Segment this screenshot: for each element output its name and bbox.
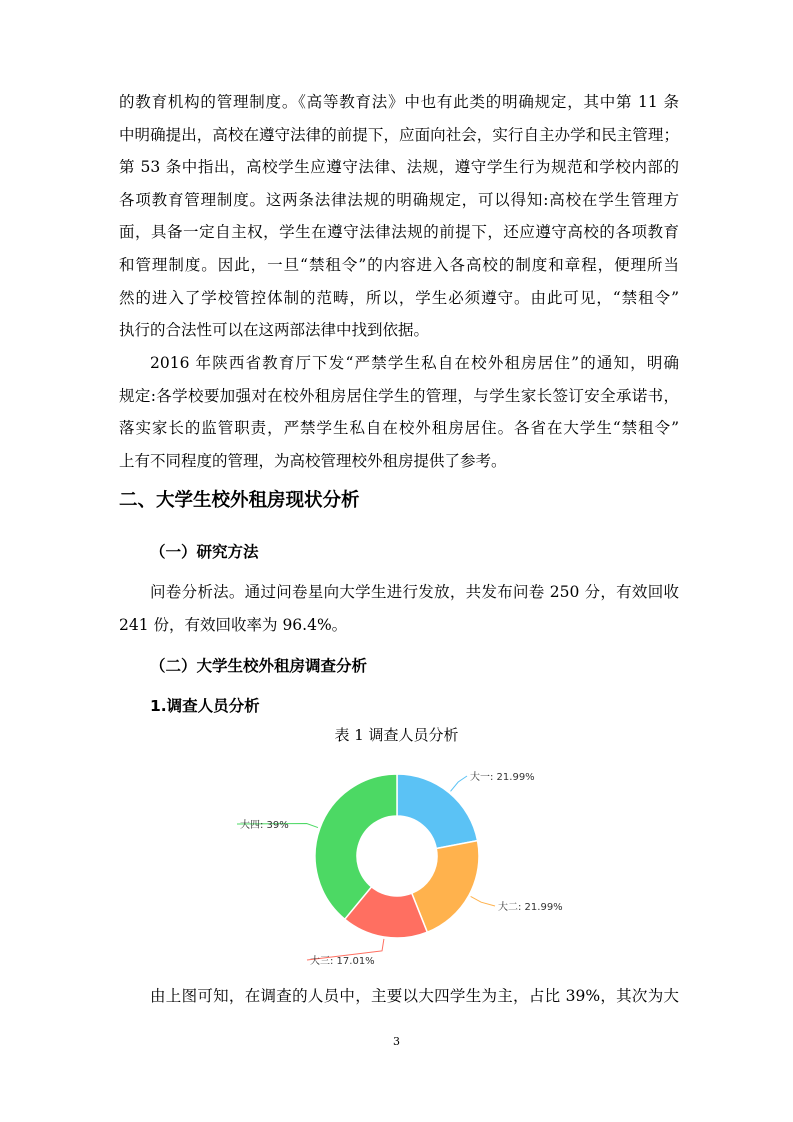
page-number: 3 xyxy=(393,1035,400,1048)
text-line: 和管理制度。因此，一旦“禁租令”的内容进入各高校的制度和章程，便理所当 xyxy=(119,255,679,274)
leader-line-2 xyxy=(471,896,495,906)
slice-1 xyxy=(397,774,478,848)
text-line: 由上图可知，在调查的人员中，主要以大四学生为主，占比 39%，其次为大 xyxy=(150,987,679,1005)
text-line: 第 53 条中指出，高校学生应遵守法律、法规，遵守学生行为规范和学校内部的 xyxy=(119,158,679,177)
text-line: 241 份，有效回收率为 96.4%。 xyxy=(119,615,348,634)
text-line: 各项教育管理制度。这两条法律法规的明确规定，可以得知:高校在学生管理方 xyxy=(119,190,679,209)
slice-label-3: 大三: 17.01% xyxy=(310,956,375,967)
text-line: 问卷分析法。通过问卷星向大学生进行发放，共发布问卷 250 分，有效回收 xyxy=(150,583,679,601)
section-heading: 二、大学生校外租房现状分析 xyxy=(119,490,360,511)
paragraph-after-chart xyxy=(119,980,679,1013)
text-line: 上有不同程度的管理，为高校管理校外租房提供了参考。 xyxy=(119,451,507,470)
text-line: 面，具备一定自主权，学生在遵守法律法规的前提下，还应遵守高校的各项教育 xyxy=(119,223,679,242)
slice-label-2: 大二: 21.99% xyxy=(498,902,563,913)
subsection-heading-method: （一）研究方法 xyxy=(150,543,259,561)
subsection-heading-survey: （二）大学生校外租房调查分析 xyxy=(150,657,368,675)
text-line: 落实家长的监管职责，严禁学生私自在校外租房居住。各省在大学生“禁租令” xyxy=(119,419,679,438)
text-line: 执行的合法性可以在这两部法律中找到依据。 xyxy=(119,321,430,340)
paragraph-1 xyxy=(119,86,679,347)
paragraph-method xyxy=(119,576,679,641)
table-caption: 表 1 调查人员分析 xyxy=(334,726,459,744)
text-line: 规定:各学校要加强对在校外租房居住学生的管理，与学生家长签订安全承诺书， xyxy=(119,386,679,405)
leader-line-1 xyxy=(451,776,467,791)
paragraph-2 xyxy=(119,347,679,477)
text-line: 然的进入了学校管控体制的范畴，所以，学生必须遵守。由此可见，“禁租令” xyxy=(119,288,679,307)
slice-label-4: 大四: 39% xyxy=(240,820,289,831)
text-line: 中明确提出，高校在遵守法律的前提下，应面向社会，实行自主办学和民主管理； xyxy=(119,125,679,144)
text-line: 2016 年陕西省教育厅下发“严禁学生私自在校外租房居住”的通知，明确 xyxy=(150,354,679,372)
donut-chart xyxy=(200,758,600,973)
chart-slices xyxy=(315,774,479,938)
text-line: 的教育机构的管理制度。《高等教育法》中也有此类的明确规定，其中第 11 条 xyxy=(119,93,679,111)
item-heading-people: 1.调查人员分析 xyxy=(150,697,260,715)
slice-label-1: 大一: 21.99% xyxy=(470,772,535,783)
